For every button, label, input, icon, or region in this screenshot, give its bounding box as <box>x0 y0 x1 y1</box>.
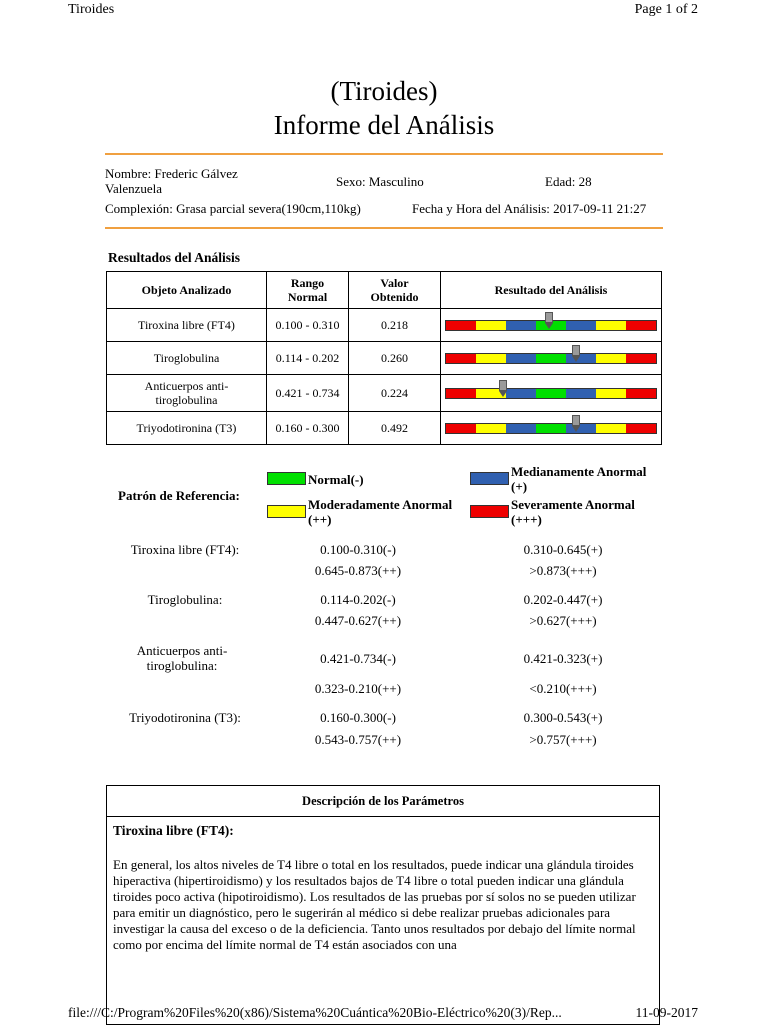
ref-value: 0.310-0.645(+) <box>523 542 603 557</box>
page-number: Page 1 of 2 <box>634 2 698 17</box>
ref-value: >0.757(+++) <box>529 732 597 747</box>
result-marker-icon <box>572 345 580 362</box>
col-header-object: Objeto Analizado <box>107 272 267 309</box>
row-value: 0.260 <box>349 342 441 375</box>
ref-value: 0.202-0.447(+) <box>523 592 603 607</box>
ref-value: 0.323-0.210(++) <box>314 681 402 696</box>
ref-value: >0.627(+++) <box>529 613 597 628</box>
legend-swatch-moderate <box>267 505 306 518</box>
result-bar <box>445 423 657 434</box>
ref-name: Tiroglobulina: <box>147 592 223 607</box>
orange-divider-top <box>105 153 663 155</box>
result-bar <box>445 320 657 331</box>
bar-segment <box>596 354 626 363</box>
legend-swatch-severe <box>470 505 509 518</box>
bar-segment <box>596 321 626 330</box>
result-bar <box>445 388 657 399</box>
row-value: 0.492 <box>349 412 441 445</box>
ref-name: Tiroxina libre (FT4): <box>130 542 240 557</box>
ref-value: >0.873(+++) <box>529 563 597 578</box>
bar-segment <box>536 354 566 363</box>
ref-value: 0.645-0.873(++) <box>314 563 402 578</box>
result-marker-icon <box>572 415 580 432</box>
ref-value: 0.421-0.323(+) <box>523 651 603 666</box>
bar-segment <box>446 424 476 433</box>
table-row <box>107 342 662 375</box>
results-table <box>106 271 662 445</box>
bar-segment <box>506 354 536 363</box>
row-range: 0.421 - 0.734 <box>267 375 349 412</box>
ref-value: <0.210(+++) <box>529 681 597 696</box>
description-subheading: Tiroxina libre (FT4): <box>113 823 234 838</box>
patient-build: Complexión: Grasa parcial severa(190cm,110kg) <box>105 201 361 216</box>
bar-segment <box>506 389 536 398</box>
bar-segment <box>446 389 476 398</box>
bar-segment <box>566 321 596 330</box>
legend-label-normal: Normal(-) <box>308 472 364 487</box>
result-bar <box>445 353 657 364</box>
row-name: Triyodotironina (T3) <box>107 412 267 445</box>
bar-segment <box>476 424 506 433</box>
table-row <box>107 375 662 412</box>
legend-label-severe: Severamente Anormal (+++) <box>511 497 635 527</box>
ref-name: Anticuerpos anti-tiroglobulina: <box>136 643 228 673</box>
patient-name: Nombre: Frederic Gálvez Valenzuela <box>105 166 238 196</box>
row-name: Anticuerpos anti-tiroglobulina <box>107 375 267 412</box>
bar-segment <box>626 424 656 433</box>
page-header-title: Tiroides <box>68 2 115 17</box>
bar-segment <box>536 389 566 398</box>
bar-segment <box>596 424 626 433</box>
bar-segment <box>446 321 476 330</box>
result-marker-icon <box>499 380 507 397</box>
table-row <box>107 412 662 445</box>
bar-segment <box>506 424 536 433</box>
bar-segment <box>476 321 506 330</box>
footer-date: 11-09-2017 <box>635 1005 698 1020</box>
bar-segment <box>626 321 656 330</box>
legend-title: Patrón de Referencia: <box>118 488 240 503</box>
orange-divider-bottom <box>105 227 663 229</box>
bar-segment <box>476 354 506 363</box>
bar-segment <box>446 354 476 363</box>
row-range: 0.160 - 0.300 <box>267 412 349 445</box>
row-value: 0.224 <box>349 375 441 412</box>
bar-segment <box>506 321 536 330</box>
legend-swatch-medium <box>470 472 509 485</box>
row-name: Tiroglobulina <box>107 342 267 375</box>
ref-name: Triyodotironina (T3): <box>129 710 241 725</box>
description-box <box>106 785 660 1025</box>
row-range: 0.114 - 0.202 <box>267 342 349 375</box>
bar-segment <box>566 424 596 433</box>
patient-sex: Sexo: Masculino <box>336 174 424 189</box>
legend-label-medium: Medianamente Anormal (+) <box>511 464 647 494</box>
report-title-line1: (Tiroides) <box>330 76 438 106</box>
ref-value: 0.300-0.543(+) <box>523 710 603 725</box>
footer-file-path: file:///C:/Program%20Files%20(x86)/Sistema%20Cuántica%20Bio-Eléctrico%20(3)/Rep... <box>68 1005 562 1020</box>
ref-value: 0.543-0.757(++) <box>314 732 402 747</box>
result-marker-icon <box>545 312 553 329</box>
patient-age: Edad: 28 <box>545 174 592 189</box>
bar-segment <box>626 389 656 398</box>
col-header-range: Rango Normal <box>267 272 349 309</box>
bar-segment <box>626 354 656 363</box>
bar-segment <box>596 389 626 398</box>
ref-value: 0.421-0.734(-) <box>320 651 396 666</box>
bar-segment <box>566 354 596 363</box>
col-header-value: Valor Obtenido <box>349 272 441 309</box>
ref-value: 0.114-0.202(-) <box>320 592 396 607</box>
legend-label-moderate: Moderadamente Anormal (++) <box>308 497 453 527</box>
description-text: En general, los altos niveles de T4 libre o total en los resultados, puede indicar una glándula tiroides hiperactiva (hipertiroidismo) y los resultados bajos de T4 libre o total pueden indicar una glándula tiroides poco activa (hipotiroidismo). Los resultados de las pruebas por sí solos no se pueden utilizar para emitir un diagnóstico, pero le sugerirán al médico si debe realizar pruebas adicionales para investigar la causa del exceso o de la deficiencia. Tanto unos resultados por debajo del límite normal como por encima del límite normal de T4 están asociados con una <box>113 857 636 952</box>
ref-value: 0.447-0.627(++) <box>314 613 402 628</box>
row-range: 0.100 - 0.310 <box>267 309 349 342</box>
table-row <box>107 309 662 342</box>
results-section-title: Resultados del Análisis <box>108 250 241 265</box>
report-title-line2: Informe del Análisis <box>273 110 495 140</box>
ref-value: 0.160-0.300(-) <box>320 710 396 725</box>
description-heading: Descripción de los Parámetros <box>107 786 659 817</box>
ref-value: 0.100-0.310(-) <box>320 542 396 557</box>
legend-swatch-normal <box>267 472 306 485</box>
row-value: 0.218 <box>349 309 441 342</box>
analysis-datetime: Fecha y Hora del Análisis: 2017-09-11 21:27 <box>412 201 647 216</box>
col-header-result: Resultado del Análisis <box>441 272 662 309</box>
bar-segment <box>566 389 596 398</box>
bar-segment <box>536 424 566 433</box>
row-name: Tiroxina libre (FT4) <box>107 309 267 342</box>
